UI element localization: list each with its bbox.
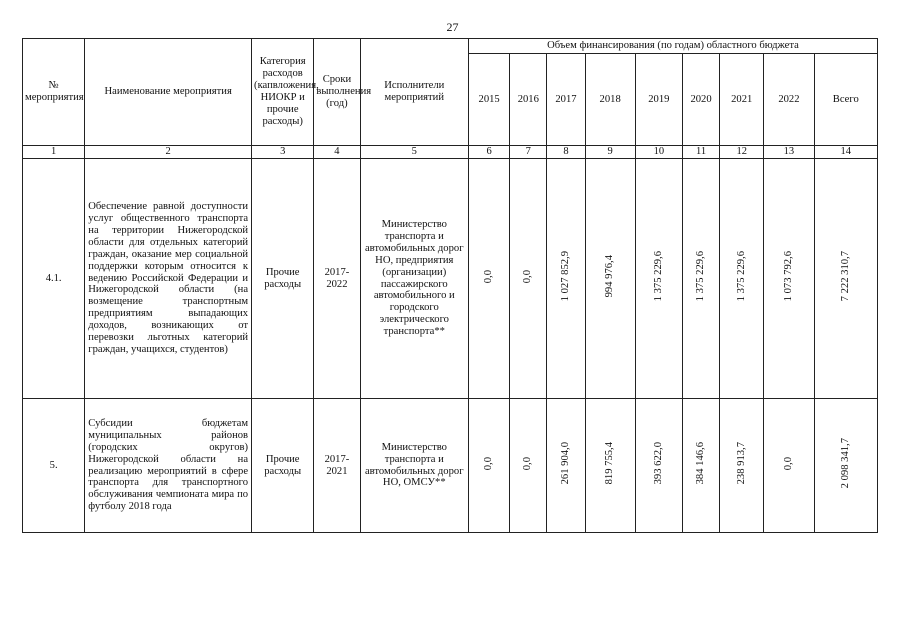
value-2017: 261 904,0: [559, 442, 571, 485]
column-number: 2: [85, 146, 252, 159]
value-2019: 1 375 229,6: [652, 251, 664, 302]
header-name: Наименование мероприятия: [85, 39, 252, 146]
value-2022: 1 073 792,6: [782, 251, 794, 302]
value-2018: 994 976,4: [604, 255, 616, 298]
row-category: Прочие расходы: [252, 159, 314, 399]
column-number: 3: [252, 146, 314, 159]
value-2015: 0,0: [483, 456, 495, 471]
column-number: 5: [360, 146, 468, 159]
funding-table: [22, 38, 878, 533]
column-number: 10: [635, 146, 682, 159]
value-2017: 1 027 852,9: [559, 251, 571, 302]
header-year: 2017: [547, 53, 585, 145]
row-executors: Министерство транспорта и автомобильных дорог НО, ОМСУ**: [360, 399, 468, 533]
row-name: Субсидии бюджетам муниципальных районов (городских округов) Нижегородской области на реализацию мероприятий в сфере транспорта для транспортного обслуживания чемпионата мира по футболу 2018 года: [85, 399, 252, 533]
value-2018: 819 755,4: [604, 442, 616, 485]
table-row: [23, 159, 878, 399]
row-num: 4.1.: [23, 159, 85, 399]
header-funding-group: Объем финансирования (по годам) областного бюджета: [469, 39, 878, 54]
value-2021: 1 375 229,6: [735, 251, 747, 302]
column-number: 1: [23, 146, 85, 159]
column-number: 6: [469, 146, 510, 159]
value-2022: 0,0: [782, 456, 794, 471]
header-year: 2021: [720, 53, 764, 145]
header-term: Сроки выполнения (год): [314, 39, 360, 146]
column-number: 4: [314, 146, 360, 159]
column-number-row: [23, 146, 878, 159]
column-number: 11: [682, 146, 719, 159]
value-2015: 0,0: [483, 269, 495, 284]
header-year: 2018: [585, 53, 635, 145]
row-term: 2017-2022: [314, 159, 360, 399]
column-number: 14: [814, 146, 877, 159]
column-number: 7: [510, 146, 547, 159]
row-executors: Министерство транспорта и автомобильных дорог НО, предприятия (организации) пассажирского автомобильного и городского электрического транспорта**: [360, 159, 468, 399]
header-year: 2022: [764, 53, 814, 145]
value-2021: 238 913,7: [735, 442, 747, 485]
value-2020: 384 146,6: [695, 442, 707, 485]
value-total: 2 098 341,7: [839, 438, 851, 489]
header-year: 2019: [635, 53, 682, 145]
header-num: № мероприятия: [23, 39, 85, 146]
header-year: 2016: [510, 53, 547, 145]
column-number: 9: [585, 146, 635, 159]
page-number: 27: [446, 20, 459, 34]
value-2019: 393 622,0: [652, 442, 664, 485]
header-executors: Исполнители мероприятий: [360, 39, 468, 146]
value-2016: 0,0: [522, 456, 534, 471]
row-name: Обеспечение равной доступности услуг общественного транспорта на территории Нижегородской области для отдельных категорий граждан, оказание мер социальной поддержки которым относится к ведению Российской Федерации и Нижегородской области (на возмещение транспортным предприятиям выпадающих доходов, возникающих от перевозки льготных категорий граждан, учащихся, студентов): [85, 159, 252, 399]
table-row: [23, 399, 878, 533]
header-year: 2015: [469, 53, 510, 145]
column-number: 12: [720, 146, 764, 159]
row-term: 2017-2021: [314, 399, 360, 533]
value-2016: 0,0: [522, 269, 534, 284]
row-category: Прочие расходы: [252, 399, 314, 533]
row-num: 5.: [23, 399, 85, 533]
header-year: 2020: [682, 53, 719, 145]
header-total: Всего: [814, 53, 877, 145]
value-2020: 1 375 229,6: [695, 251, 707, 302]
column-number: 13: [764, 146, 814, 159]
column-number: 8: [547, 146, 585, 159]
header-category: Категория расходов (капвложения, НИОКР и прочие расходы): [252, 39, 314, 146]
value-total: 7 222 310,7: [839, 251, 851, 302]
